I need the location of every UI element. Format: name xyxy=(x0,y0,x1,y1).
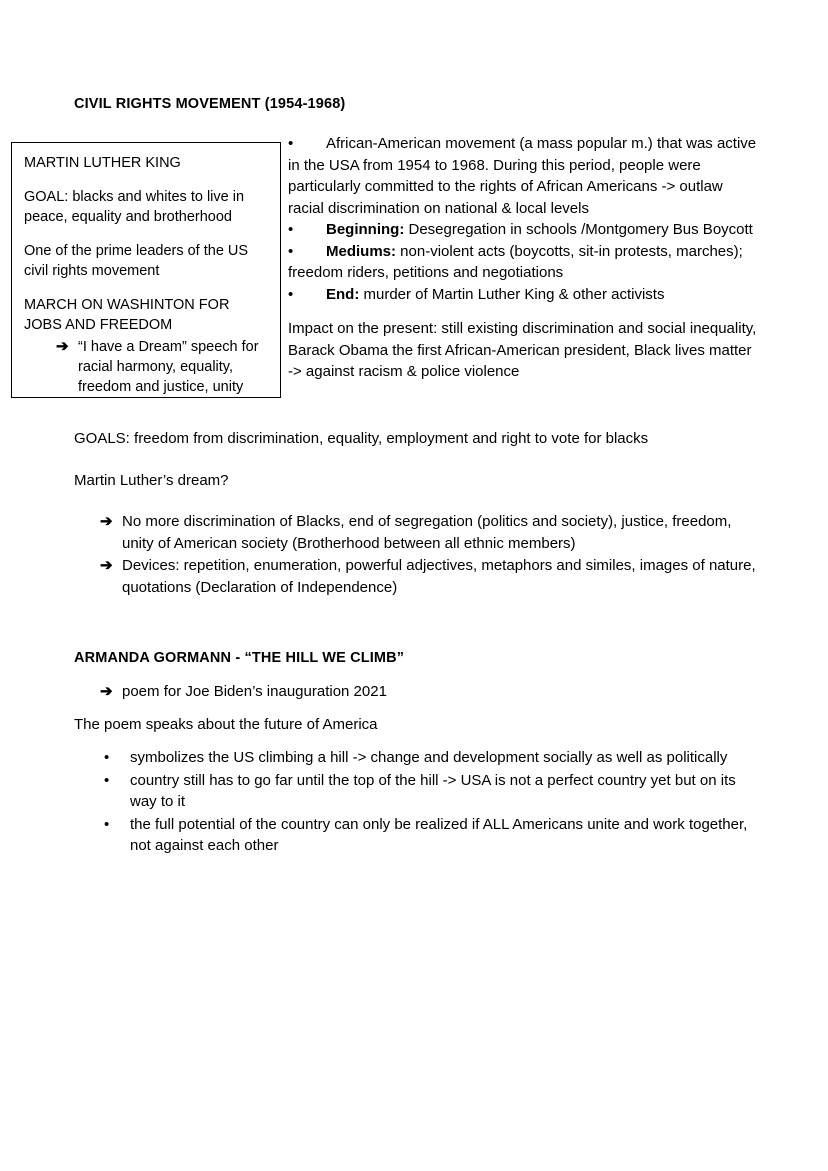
mlk-box-goal: GOAL: blacks and whites to live in peace, equality and brotherhood xyxy=(24,189,245,225)
bullet-icon: • xyxy=(288,285,294,303)
gormann-bullet-text-2: the full potential of the country can only be realized if ALL Americans unite and work together, not against each other xyxy=(130,815,748,854)
list-item xyxy=(288,219,758,241)
list-item xyxy=(74,555,764,598)
spacer xyxy=(288,305,758,318)
list-item xyxy=(74,511,764,554)
list-item xyxy=(288,284,758,306)
overview-item-label-1: Beginning: xyxy=(326,221,405,238)
arrow-right-icon: ➔ xyxy=(56,338,69,355)
list-item xyxy=(104,814,764,857)
arrow-right-icon: ➔ xyxy=(100,683,113,700)
gormann-bullet-text-1: country still has to go far until the top of the hill -> USA is not a perfect country yet but on its way to it xyxy=(130,771,736,810)
bullet-icon: • xyxy=(104,749,110,766)
overview-item-text-3: murder of Martin Luther King & other activists xyxy=(359,285,665,303)
middle-section xyxy=(74,428,764,599)
list-item xyxy=(288,241,758,284)
bullet-icon: • xyxy=(288,135,294,152)
overview-item-label-2: Mediums: xyxy=(326,242,397,260)
civil-rights-overview-column xyxy=(288,133,758,383)
page-title-civil-rights-movement: CIVIL RIGHTS MOVEMENT (1954-1968) xyxy=(74,96,346,112)
dream-arrow-list xyxy=(74,511,764,598)
overview-item-text-1: Desegregation in schools /Montgomery Bus Boycott xyxy=(404,221,753,238)
mlk-box-role: One of the prime leaders of the US civil rights movement xyxy=(24,243,249,279)
bullet-icon: • xyxy=(104,771,110,789)
martin-luther-king-box xyxy=(11,142,281,398)
list-item xyxy=(104,747,764,769)
dream-question-line: Martin Luther’s dream? xyxy=(74,471,229,489)
goals-line: GOALS: freedom from discrimination, equality, employment and right to vote for blacks xyxy=(74,430,649,447)
page-title-armanda-gormann: ARMANDA GORMANN - “THE HILL WE CLIMB” xyxy=(74,650,405,666)
dream-arrow-text-1: Devices: repetition, enumeration, powerful adjectives, metaphors and similes, images of nature, quotations (Declaration of Independence) xyxy=(122,557,756,596)
list-item xyxy=(288,133,758,219)
arrow-right-icon: ➔ xyxy=(100,557,113,574)
overview-impact-paragraph: Impact on the present: still existing discrimination and social inequality, Barack Obama the first African-American president, Black lives matter -> against racism & police violence xyxy=(288,320,757,380)
mlk-box-march: MARCH ON WASHINTON FOR JOBS AND FREEDOM xyxy=(24,297,230,333)
gormann-bullet-list xyxy=(104,747,764,858)
bullet-icon: • xyxy=(288,242,294,260)
gormann-intro-line: The poem speaks about the future of America xyxy=(74,716,378,733)
dream-arrow-text-0: No more discrimination of Blacks, end of segregation (politics and society), justice, freedom, unity of American society (Brotherhood between all ethnic members) xyxy=(122,513,732,552)
overview-item-label-3: End: xyxy=(326,285,360,303)
list-item xyxy=(104,770,764,813)
mlk-box-heading: MARTIN LUTHER KING xyxy=(24,155,181,171)
mlk-box-dream-text: “I have a Dream” speech for racial harmony, equality, freedom and justice, unity xyxy=(78,339,259,395)
gormann-poem-note: poem for Joe Biden’s inauguration 2021 xyxy=(122,683,387,700)
list-item xyxy=(56,337,268,397)
overview-item-text-0: African-American movement (a mass popular m.) that was active in the USA from 1954 to 1968. During this period, people were particularly committed to the rights of African Americans -> outlaw racial discrimination on national & local levels xyxy=(288,135,757,217)
list-item xyxy=(100,681,387,703)
gormann-bullet-text-0: symbolizes the US climbing a hill -> change and development socially as well as politically xyxy=(130,749,728,766)
bullet-icon: • xyxy=(288,221,294,238)
arrow-right-icon: ➔ xyxy=(100,513,113,530)
overview-item-text-2: non-violent acts (boycotts, sit-in protests, marches); freedom riders, petitions and negotiations xyxy=(288,242,743,281)
bullet-icon: • xyxy=(104,815,110,833)
